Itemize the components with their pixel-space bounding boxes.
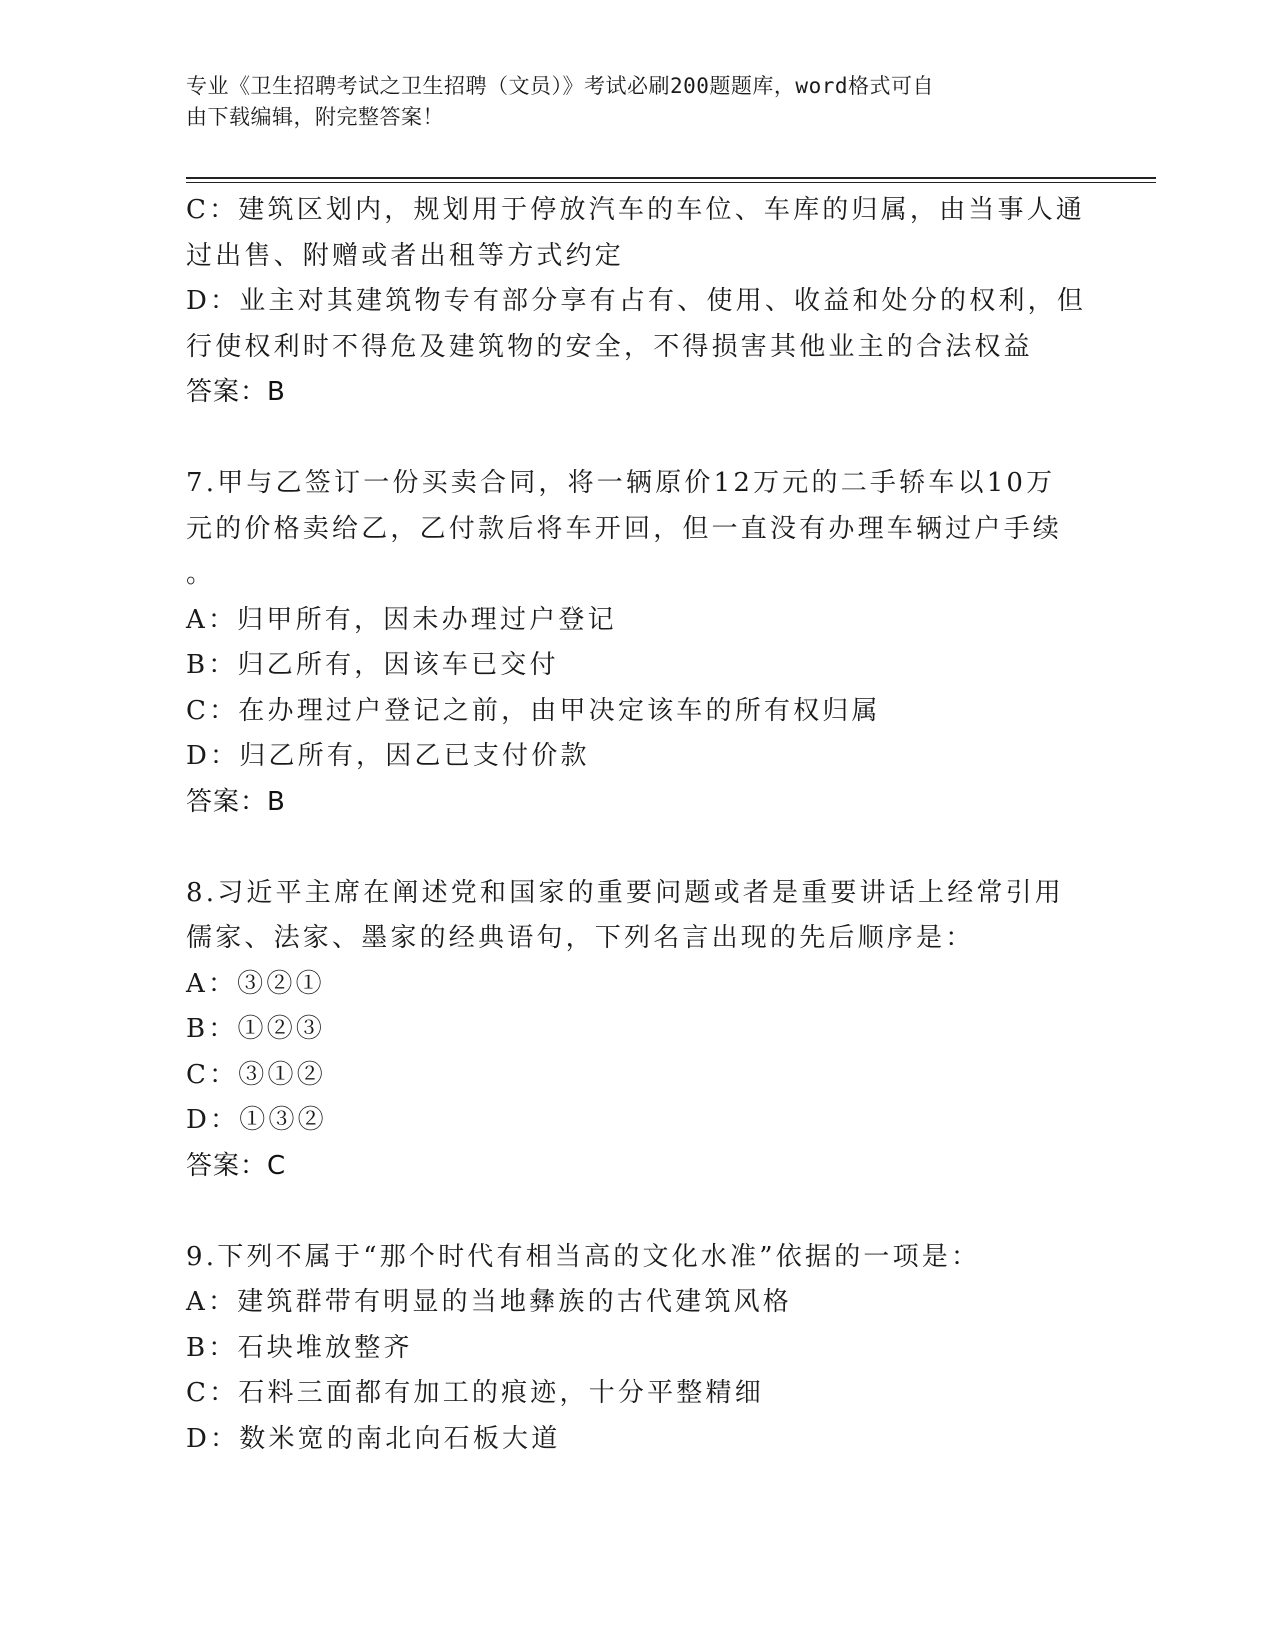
option-a: A：建筑群带有明显的当地彝族的古代建筑风格 — [186, 1287, 792, 1317]
header-line-2: 由下载编辑，附完整答案！ — [186, 105, 444, 129]
option-c: C：石料三面都有加工的痕迹，十分平整精细 — [186, 1378, 764, 1408]
question-stem-line-2: 儒家、法家、墨家的经典语句，下列名言出现的先后顺序是： — [186, 923, 975, 953]
option-a: A：③②① — [186, 968, 325, 999]
option-d: D：数米宽的南北向石板大道 — [186, 1423, 561, 1454]
option-d: D：①③② — [186, 1105, 327, 1135]
answer: 答案：C — [186, 1150, 287, 1181]
option-b: B：归乙所有，因该车已交付 — [186, 650, 559, 680]
option-c: C：③①② — [186, 1059, 326, 1090]
spacer — [186, 1189, 1076, 1235]
option-b: B：①②③ — [186, 1014, 326, 1044]
option-c-line-1: C：建筑区划内，规划用于停放汽车的车位、车库的归属，由当事人通 — [186, 195, 1086, 225]
question-6-tail — [186, 188, 1087, 416]
header-rule-thin — [186, 182, 1156, 183]
spacer — [186, 825, 1076, 871]
answer: 答案：B — [186, 377, 286, 407]
document-body — [186, 188, 1087, 1462]
option-d-line-2: 行使权利时不得危及建筑物的安全，不得损害其他业主的合法权益 — [186, 331, 1033, 362]
option-b: B：石块堆放整齐 — [186, 1332, 413, 1363]
header-line-1: 专业《卫生招聘考试之卫生招聘（文员）》考试必刷200题题库，word格式可自 — [186, 74, 934, 98]
option-d: D：归乙所有，因乙已支付价款 — [186, 741, 590, 771]
option-a: A：归甲所有，因未办理过户登记 — [186, 604, 617, 635]
document-header — [186, 71, 1066, 133]
question-9 — [186, 1235, 1076, 1463]
question-8 — [186, 871, 1076, 1190]
option-c-line-2: 过出售、附赠或者出租等方式约定 — [186, 240, 625, 271]
question-stem-line-2: 元的价格卖给乙，乙付款后将车开回，但一直没有办理车辆过户手续 — [186, 513, 1063, 544]
question-7 — [186, 461, 1076, 825]
option-c: C：在办理过户登记之前，由甲决定该车的所有权归属 — [186, 695, 881, 726]
answer: 答案：B — [186, 786, 286, 817]
header-rule-thick — [186, 177, 1156, 179]
question-stem-line-1: 9.下列不属于“那个时代有相当高的文化水准”依据的一项是： — [186, 1241, 981, 1272]
question-stem-line-1: 8.习近平主席在阐述党和国家的重要问题或者是重要讲话上经常引用 — [186, 877, 1065, 908]
question-stem-line-3: 。 — [186, 559, 216, 589]
question-stem-line-1: 7.甲与乙签订一份买卖合同，将一辆原价12万元的二手轿车以10万 — [186, 468, 1056, 498]
option-d-line-1: D：业主对其建筑物专有部分享有占有、使用、收益和处分的权利，但 — [186, 286, 1087, 316]
spacer — [186, 416, 1076, 462]
